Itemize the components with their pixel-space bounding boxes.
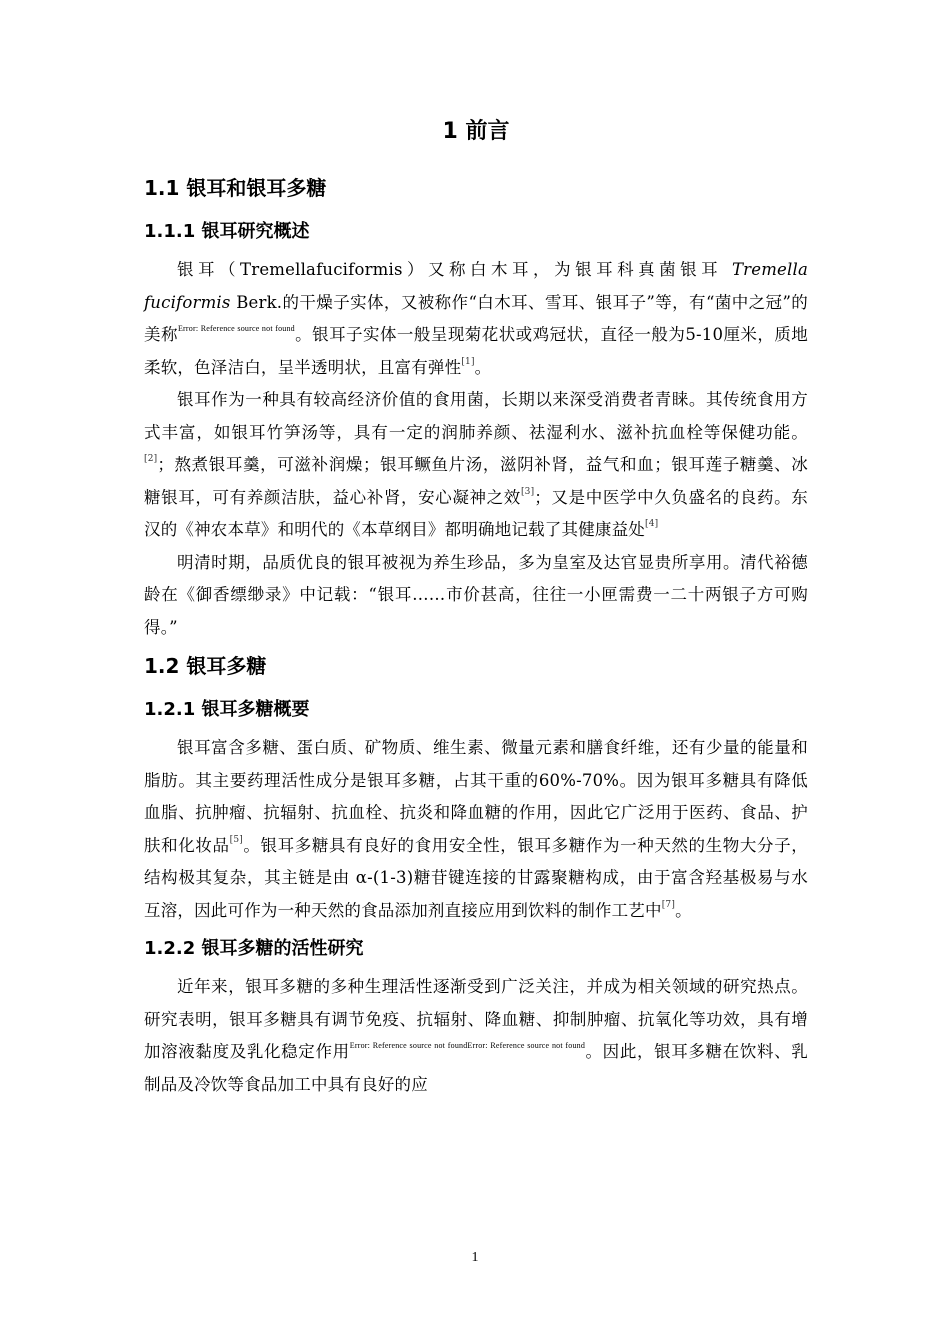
citation: [7] — [661, 899, 676, 910]
page-number: 1 — [471, 1250, 479, 1265]
citation: [1] — [461, 356, 475, 367]
paragraph-polysaccharide-summary: 银耳富含多糖、蛋白质、矿物质、维生素、微量元素和膳食纤维，还有少量的能量和脂肪。其主要药理活性成分是银耳多糖，占其干重的60%-70%。因为银耳多糖具有降低血脂、抗肿瘤、抗辐射、抗血栓、抗炎和降血糖的作用，因此它广泛用于医药、食品、护肤和化妆品[5]。银耳多糖具有良好的食用安全性，银耳多糖作为一种天然的生物大分子，结构极其复杂，其主链是由 α-(1-3)糖苷键连接的甘露聚糖构成，由于富含羟基极易与水互溶，因此可作为一种天然的食品添加剂直接应用到饮料的制作工艺中[7]。 — [144, 738, 808, 920]
section-heading-1-1: 1.1 银耳和银耳多糖 — [144, 176, 327, 200]
paragraph-overview-1: 银耳（Tremellafuciformis）又称白木耳，为银耳科真菌银耳 Tremella fuciformis Berk.的干燥子实体，又被称作“白木耳、雪耳、银耳子”等，有“菌中之冠”的美称$^{Error: Reference source not found}$。银耳子实体一般呈现菊花状或鸡冠状，直径一般为5-10厘米，质地柔软，色泽洁白，呈半透明状，且富有弹性[1]。 — [144, 260, 809, 377]
reference-error: Error: Reference source not found — [177, 324, 295, 333]
citation: [4] — [645, 519, 659, 529]
citation: [5] — [229, 834, 243, 845]
page-content — [144, 112, 808, 1101]
paragraph-activity-research: 近年来，银耳多糖的多种生理活性逐渐受到广泛关注，并成为相关领域的研究热点。研究表明，银耳多糖具有调节免疫、抗辐射、降血糖、抑制肿瘤、抗氧化等功效，具有增加溶液黏度及乳化稳定作用$^{Error: Reference source not foundError: Reference source not found}$。因此，银耳多糖在饮料、乳制品及冷饮等食品加工中具有良好的应 — [144, 977, 808, 1094]
paragraph-overview-3: 明清时期，品质优良的银耳被视为养生珍品，多为皇室及达官显贵所享用。清代裕德龄在《御香缥缈录》中记载：“银耳……市价甚高，往往一小匣需费一二十两银子方可购得。” — [144, 552, 808, 637]
citation: [2] — [144, 454, 158, 464]
subsection-heading-1-1-1: 1.1.1 银耳研究概述 — [144, 221, 310, 242]
section-heading-1-2: 1.2 银耳多糖 — [144, 654, 267, 678]
reference-error: Error: Reference source not foundError: Reference source not found — [349, 1041, 586, 1050]
chapter-title: 1 前言 — [442, 119, 510, 144]
latin-name: Tremella fuciformis — [144, 260, 808, 312]
citation: [3] — [520, 486, 535, 497]
paragraph-overview-2: 银耳作为一种具有较高经济价值的食用菌，长期以来深受消费者青睐。其传统食用方式丰富，如银耳竹笋汤等，具有一定的润肺养颜、祛湿利水、滋补抗血栓等保健功能。[2]；熬煮银耳羹，可滋补润燥；银耳鳜鱼片汤，滋阴补肾，益气和血；银耳莲子糖羹、冰糖银耳，可有养颜洁肤，益心补肾，安心凝神之效[3]；又是中医学中久负盛名的良药。东汉的《神农本草》和明代的《本草纲目》都明确地记载了其健康益处[4] — [144, 390, 808, 539]
subsection-heading-1-2-1: 1.2.1 银耳多糖概要 — [144, 699, 310, 720]
subsection-heading-1-2-2: 1.2.2 银耳多糖的活性研究 — [144, 938, 364, 959]
